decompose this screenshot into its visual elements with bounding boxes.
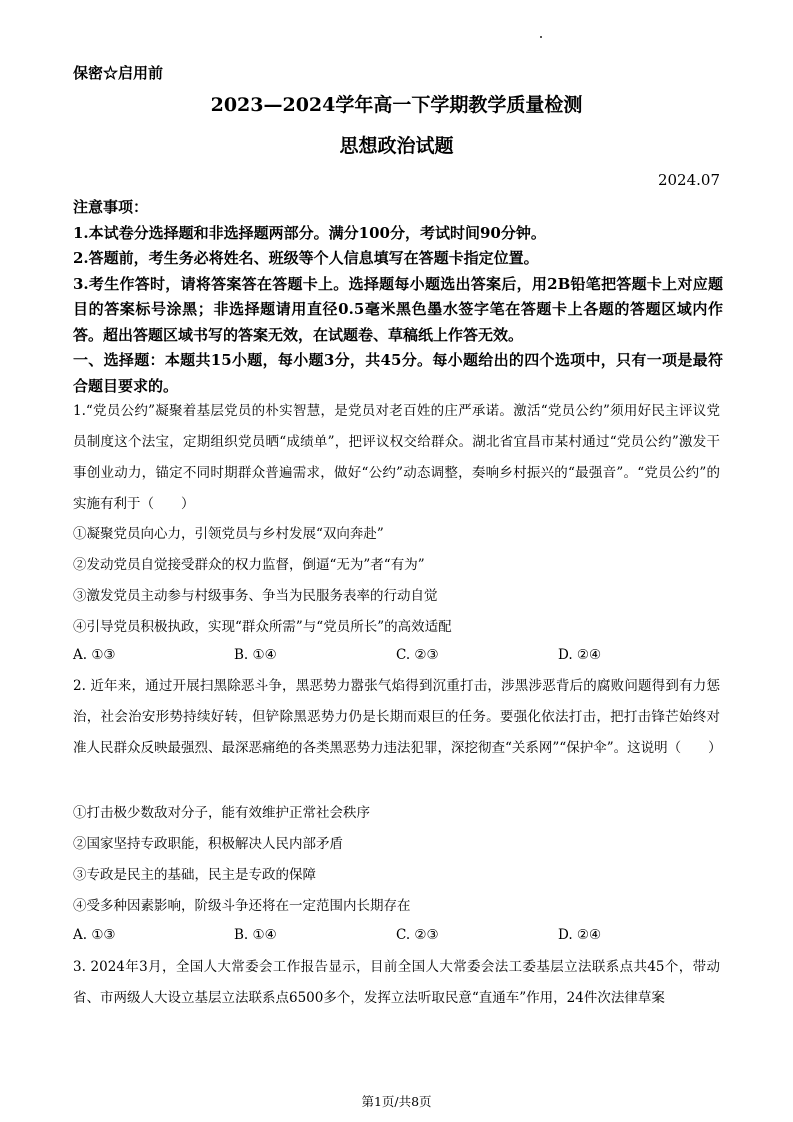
question-2-choices	[73, 927, 673, 947]
question-1-choices	[73, 647, 673, 667]
question-2-choice-b[interactable]: B. ①④	[234, 927, 277, 943]
question-2-option-4: ④受多种因素影响，阶级斗争还将在一定范围内长期存在	[73, 898, 411, 914]
section-heading: 一、选择题：本题共15小题，每小题3分，共45分。每小题给出的四个选项中，只有一项是最符合题目要求的。	[73, 351, 723, 395]
question-2-stem: 2. 近年来，通过开展扫黑除恶斗争，黑恶势力嚣张气焰得到沉重打击，涉黑涉恶背后的腐败问题得到有力惩治，社会治安形势持续好转，但铲除黑恶势力仍是长期而艰巨的任务。要强化依法打击，把打击锋芒始终对准人民群众反映最强烈、最深恶痛绝的各类黑恶势力违法犯罪，深挖彻查“关系网”“保护伞”。这说明（ ）	[73, 678, 722, 756]
question-1-option-2: ②发动党员自觉接受群众的权力监督，倒逼“无为”者“有为”	[73, 557, 425, 573]
notice-heading: 注意事项：	[73, 198, 149, 216]
notice-item-1: 1.本试卷分选择题和非选择题两部分。满分100分，考试时间90分钟。	[73, 223, 546, 242]
exam-title: 2023—2024学年高一下学期教学质量检测	[210, 94, 583, 116]
question-1-option-1: ①凝聚党员向心力，引领党员与乡村发展“双向奔赴”	[73, 526, 384, 542]
question-3-stem: 3. 2024年3月，全国人大常委会工作报告显示，目前全国人大常委会法工委基层立法联系点共45个，带动省、市两级人大设立基层立法联系点6500多个，发挥立法听取民意“直通车”作用，24件次法律草案	[73, 959, 720, 1006]
secret-mark: 保密☆启用前	[73, 64, 164, 82]
question-2-option-2: ②国家坚持专政职能，积极解决人民内部矛盾	[73, 836, 343, 852]
question-2-choice-d[interactable]: D. ②④	[558, 927, 602, 943]
exam-date: 2024.07	[657, 171, 720, 189]
question-1-option-4: ④引导党员积极执政，实现“群众所需”与“党员所长”的高效适配	[73, 619, 452, 635]
question-2-option-3: ③专政是民主的基础，民主是专政的保障	[73, 867, 316, 883]
question-1-choice-d[interactable]: D. ②④	[558, 647, 602, 663]
question-1-choice-c[interactable]: C. ②③	[396, 647, 439, 663]
question-1-stem: 1.“党员公约”凝聚着基层党员的朴实智慧，是党员对老百姓的庄严承诺。激活“党员公约”须用好民主评议党员制度这个法宝，定期组织党员晒“成绩单”，把评议权交给群众。湖北省宜昌市某村通过“党员公约”激发干事创业动力，锚定不同时期群众普遍需求，做好“公约”动态调整，奏响乡村振兴的“最强音”。“党员公约”的实施有利于（ ）	[73, 403, 720, 512]
question-1-option-3: ③激发党员主动参与村级事务、争当为民服务表率的行动自觉	[73, 588, 438, 604]
question-2-choice-a[interactable]: A. ①③	[73, 927, 116, 943]
question-1-choice-b[interactable]: B. ①④	[234, 647, 277, 663]
question-2-choice-c[interactable]: C. ②③	[396, 927, 439, 943]
notice-block	[73, 195, 723, 399]
scan-dot	[540, 36, 542, 38]
question-1-choice-a[interactable]: A. ①③	[73, 647, 116, 663]
notice-item-3: 3.考生作答时，请将答案答在答题卡上。选择题每小题选出答案后，用2B铅笔把答题卡上对应题目的答案标号涂黑；非选择题请用直径0.5毫米黑色墨水签字笔在答题卡上各题的答题区域内作答。超出答题区域书写的答案无效，在试题卷、草稿纸上作答无效。	[73, 274, 723, 344]
notice-item-2: 2.答题前，考生务必将姓名、班级等个人信息填写在答题卡指定位置。	[73, 249, 539, 267]
page-footer: 第1页/共8页	[361, 1094, 432, 1109]
exam-subtitle: 思想政治试题	[339, 135, 454, 157]
question-2-option-1: ①打击极少数敌对分子，能有效维护正常社会秩序	[73, 805, 370, 821]
